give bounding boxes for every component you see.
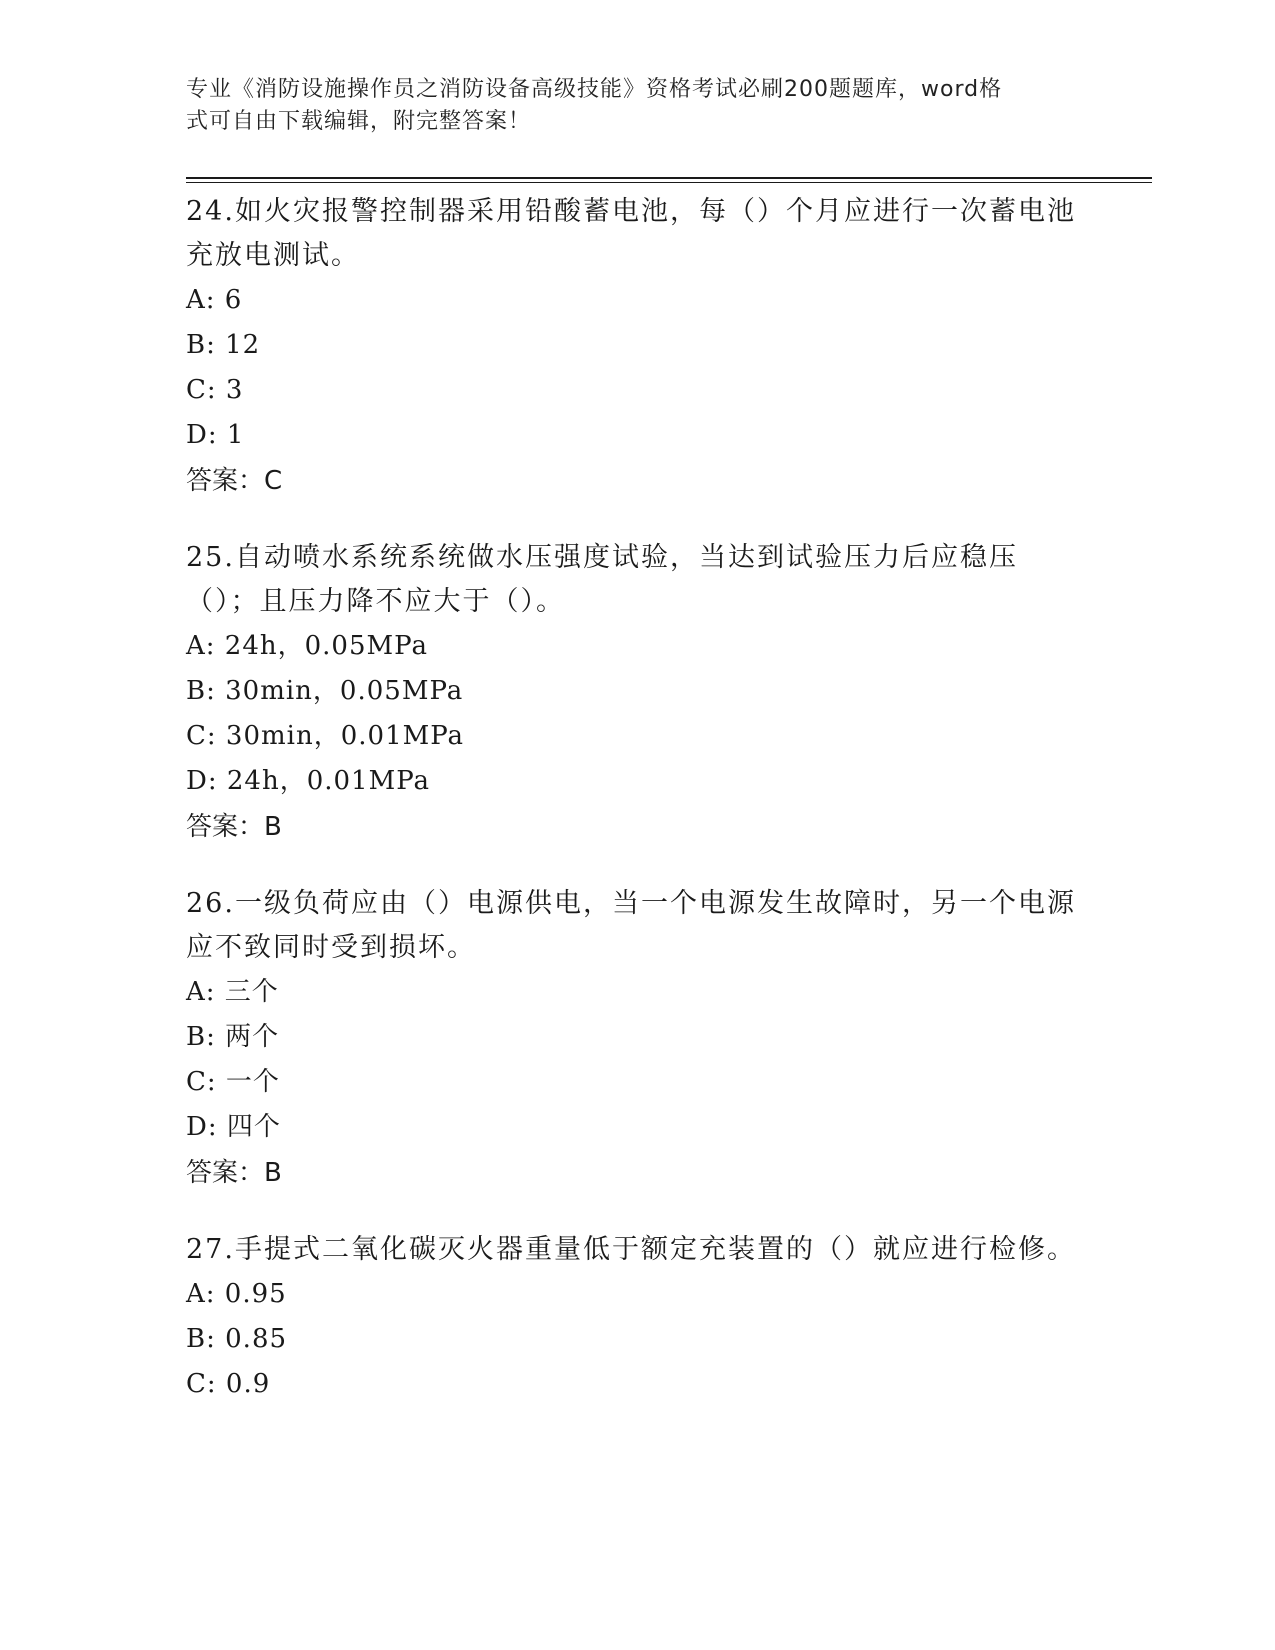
option-d: D: 1 <box>186 420 245 450</box>
question-24 <box>186 190 1086 504</box>
option-b: B: 30min，0.05MPa <box>186 676 464 706</box>
option-a: A: 三个 <box>186 977 279 1007</box>
option-a: A: 0.95 <box>186 1279 287 1309</box>
question-text: 24.如火灾报警控制器采用铅酸蓄电池，每（）个月应进行一次蓄电池充放电测试。 <box>186 196 1076 271</box>
option-b: B: 12 <box>186 330 261 360</box>
question-27 <box>186 1228 1086 1407</box>
header-divider-thin <box>186 182 1152 183</box>
option-c: C: 30min，0.01MPa <box>186 721 465 751</box>
option-c: C: 3 <box>186 375 244 405</box>
option-a: A: 24h，0.05MPa <box>186 631 428 661</box>
option-b: B: 0.85 <box>186 1324 288 1354</box>
question-list <box>186 190 1086 1439</box>
option-d: D: 24h，0.01MPa <box>186 766 431 796</box>
question-26 <box>186 882 1086 1196</box>
option-a: A: 6 <box>186 285 243 315</box>
option-c: C: 0.9 <box>186 1369 271 1399</box>
header-line-2: 式可自由下载编辑，附完整答案！ <box>186 109 532 134</box>
option-d: D: 四个 <box>186 1112 281 1142</box>
question-25 <box>186 536 1086 850</box>
question-text: 27.手提式二氧化碳灭火器重量低于额定充装置的（）就应进行检修。 <box>186 1234 1076 1265</box>
header-divider-thick <box>186 177 1152 179</box>
question-text: 25.自动喷水系统系统做水压强度试验，当达到试验压力后应稳压（）；且压力降不应大于（）。 <box>186 542 1018 617</box>
option-c: C: 一个 <box>186 1067 280 1097</box>
answer-text: 答案：B <box>186 1158 282 1188</box>
question-text: 26.一级负荷应由（）电源供电，当一个电源发生故障时，另一个电源应不致同时受到损坏。 <box>186 888 1076 963</box>
header-line-1: 专业《消防设施操作员之消防设备高级技能》资格考试必刷200题题库，word格 <box>186 77 1003 102</box>
option-b: B: 两个 <box>186 1022 280 1052</box>
answer-text: 答案：C <box>186 466 283 496</box>
answer-text: 答案：B <box>186 812 282 842</box>
document-header <box>186 74 1066 138</box>
